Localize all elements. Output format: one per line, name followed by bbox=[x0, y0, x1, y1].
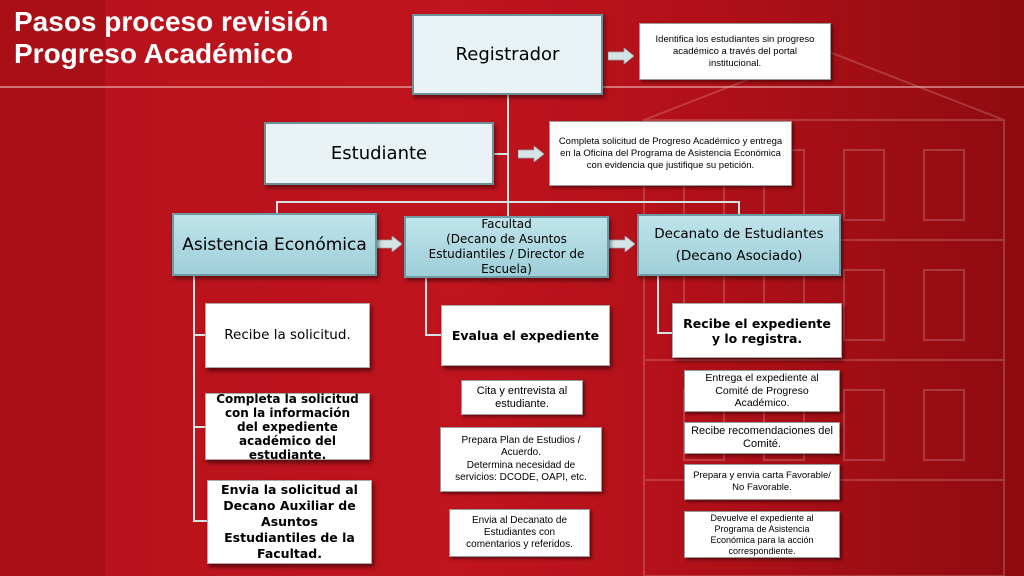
decanato-note-3-text: Prepara y envia carta Favorable/ No Favorable. bbox=[693, 470, 831, 493]
registrador-note-text: Identifica los estudiantes sin progreso académico a través del portal institucional. bbox=[655, 33, 815, 69]
slide-title bbox=[14, 6, 328, 70]
facultad-note-1 bbox=[461, 380, 583, 415]
decanato-label-line2: (Decano Asociado) bbox=[675, 248, 803, 264]
estudiante-label: Estudiante bbox=[330, 143, 428, 164]
registrador-node bbox=[412, 14, 603, 95]
registrador-note bbox=[639, 23, 831, 80]
title-line-2: Progreso Académico bbox=[14, 38, 294, 69]
connector-asistencia-step1 bbox=[193, 334, 205, 336]
decanato-note-2-text: Recibe recomendaciones del Comité. bbox=[691, 425, 833, 450]
decanato-note-3 bbox=[684, 464, 840, 500]
asistencia-step-3 bbox=[207, 480, 372, 564]
facultad-step-main-text: Evalua el expediente bbox=[451, 328, 600, 343]
connector-decanato-branch bbox=[657, 276, 659, 334]
asistencia-step-1 bbox=[205, 303, 370, 368]
asistencia-step-2 bbox=[205, 393, 370, 460]
connector-estudiante-stub bbox=[493, 153, 508, 155]
asistencia-label: Asistencia Económica bbox=[182, 234, 367, 255]
facultad-label-line2: (Decano de Asuntos Estudiantiles / Director de Escuela) bbox=[428, 232, 585, 276]
connector-facultad-step bbox=[425, 334, 441, 336]
connector-facultad-branch bbox=[425, 278, 427, 336]
connector-decanato-step bbox=[657, 332, 672, 334]
asistencia-step-3-text: Envia la solicitud al Decano Auxiliar de Asuntos Estudiantiles de la Facultad. bbox=[221, 482, 358, 561]
decanato-note-1 bbox=[684, 370, 840, 412]
connector-asistencia-step2 bbox=[193, 426, 205, 428]
asistencia-step-1-text: Recibe la solicitud. bbox=[224, 327, 351, 343]
decanato-step-main bbox=[672, 303, 842, 358]
facultad-node bbox=[404, 216, 609, 278]
title-line-1: Pasos proceso revisión bbox=[14, 6, 329, 37]
connector-main-trunk bbox=[507, 94, 509, 202]
connector-to-decanato bbox=[738, 201, 740, 215]
facultad-note-1-text: Cita y entrevista al estudiante. bbox=[476, 384, 568, 410]
decanato-note-2 bbox=[684, 422, 840, 454]
estudiante-node bbox=[264, 122, 494, 185]
arrow-right-icon bbox=[518, 146, 544, 162]
asistencia-node bbox=[172, 213, 377, 276]
facultad-label-line1: Facultad bbox=[481, 217, 532, 231]
facultad-note-2-text-a: Prepara Plan de Estudios / Acuerdo. bbox=[461, 434, 581, 458]
estudiante-note bbox=[549, 121, 792, 186]
facultad-note-3 bbox=[449, 509, 590, 557]
decanato-step-main-text: Recibe el expediente y lo registra. bbox=[683, 315, 831, 346]
facultad-note-3-text: Envia al Decanato de Estudiantes con comentarios y referidos. bbox=[466, 515, 573, 550]
connector-asistencia-branch bbox=[193, 276, 195, 522]
decanato-label-line1: Decanato de Estudiantes bbox=[654, 226, 824, 242]
arrow-right-icon bbox=[608, 48, 634, 64]
decanato-note-1-text: Entrega el expediente al Comité de Progreso Académico. bbox=[705, 372, 819, 410]
arrow-right-icon bbox=[376, 236, 402, 252]
estudiante-note-text: Completa solicitud de Progreso Académico y entrega en la Oficina del Programa de Asistencia Económica con evidencia que justifique su petición. bbox=[558, 135, 783, 171]
connector-to-facultad bbox=[507, 201, 509, 217]
decanato-note-4-text: Devuelve el expediente al Programa de Asistencia Económica para la acción correspondiente. bbox=[710, 512, 814, 556]
decanato-node bbox=[637, 214, 841, 276]
asistencia-step-2-text: Completa la solicitud con la información del expediente académico del estudiante. bbox=[216, 391, 359, 462]
facultad-note-2 bbox=[440, 427, 602, 492]
registrador-label: Registrador bbox=[455, 44, 560, 65]
arrow-right-icon bbox=[609, 236, 635, 252]
connector-asistencia-step3 bbox=[193, 520, 207, 522]
decanato-note-4 bbox=[684, 511, 840, 558]
facultad-step-main bbox=[441, 305, 610, 366]
facultad-note-2-text-b: Determina necesidad de servicios: DCODE, OAPI, etc. bbox=[455, 459, 587, 483]
